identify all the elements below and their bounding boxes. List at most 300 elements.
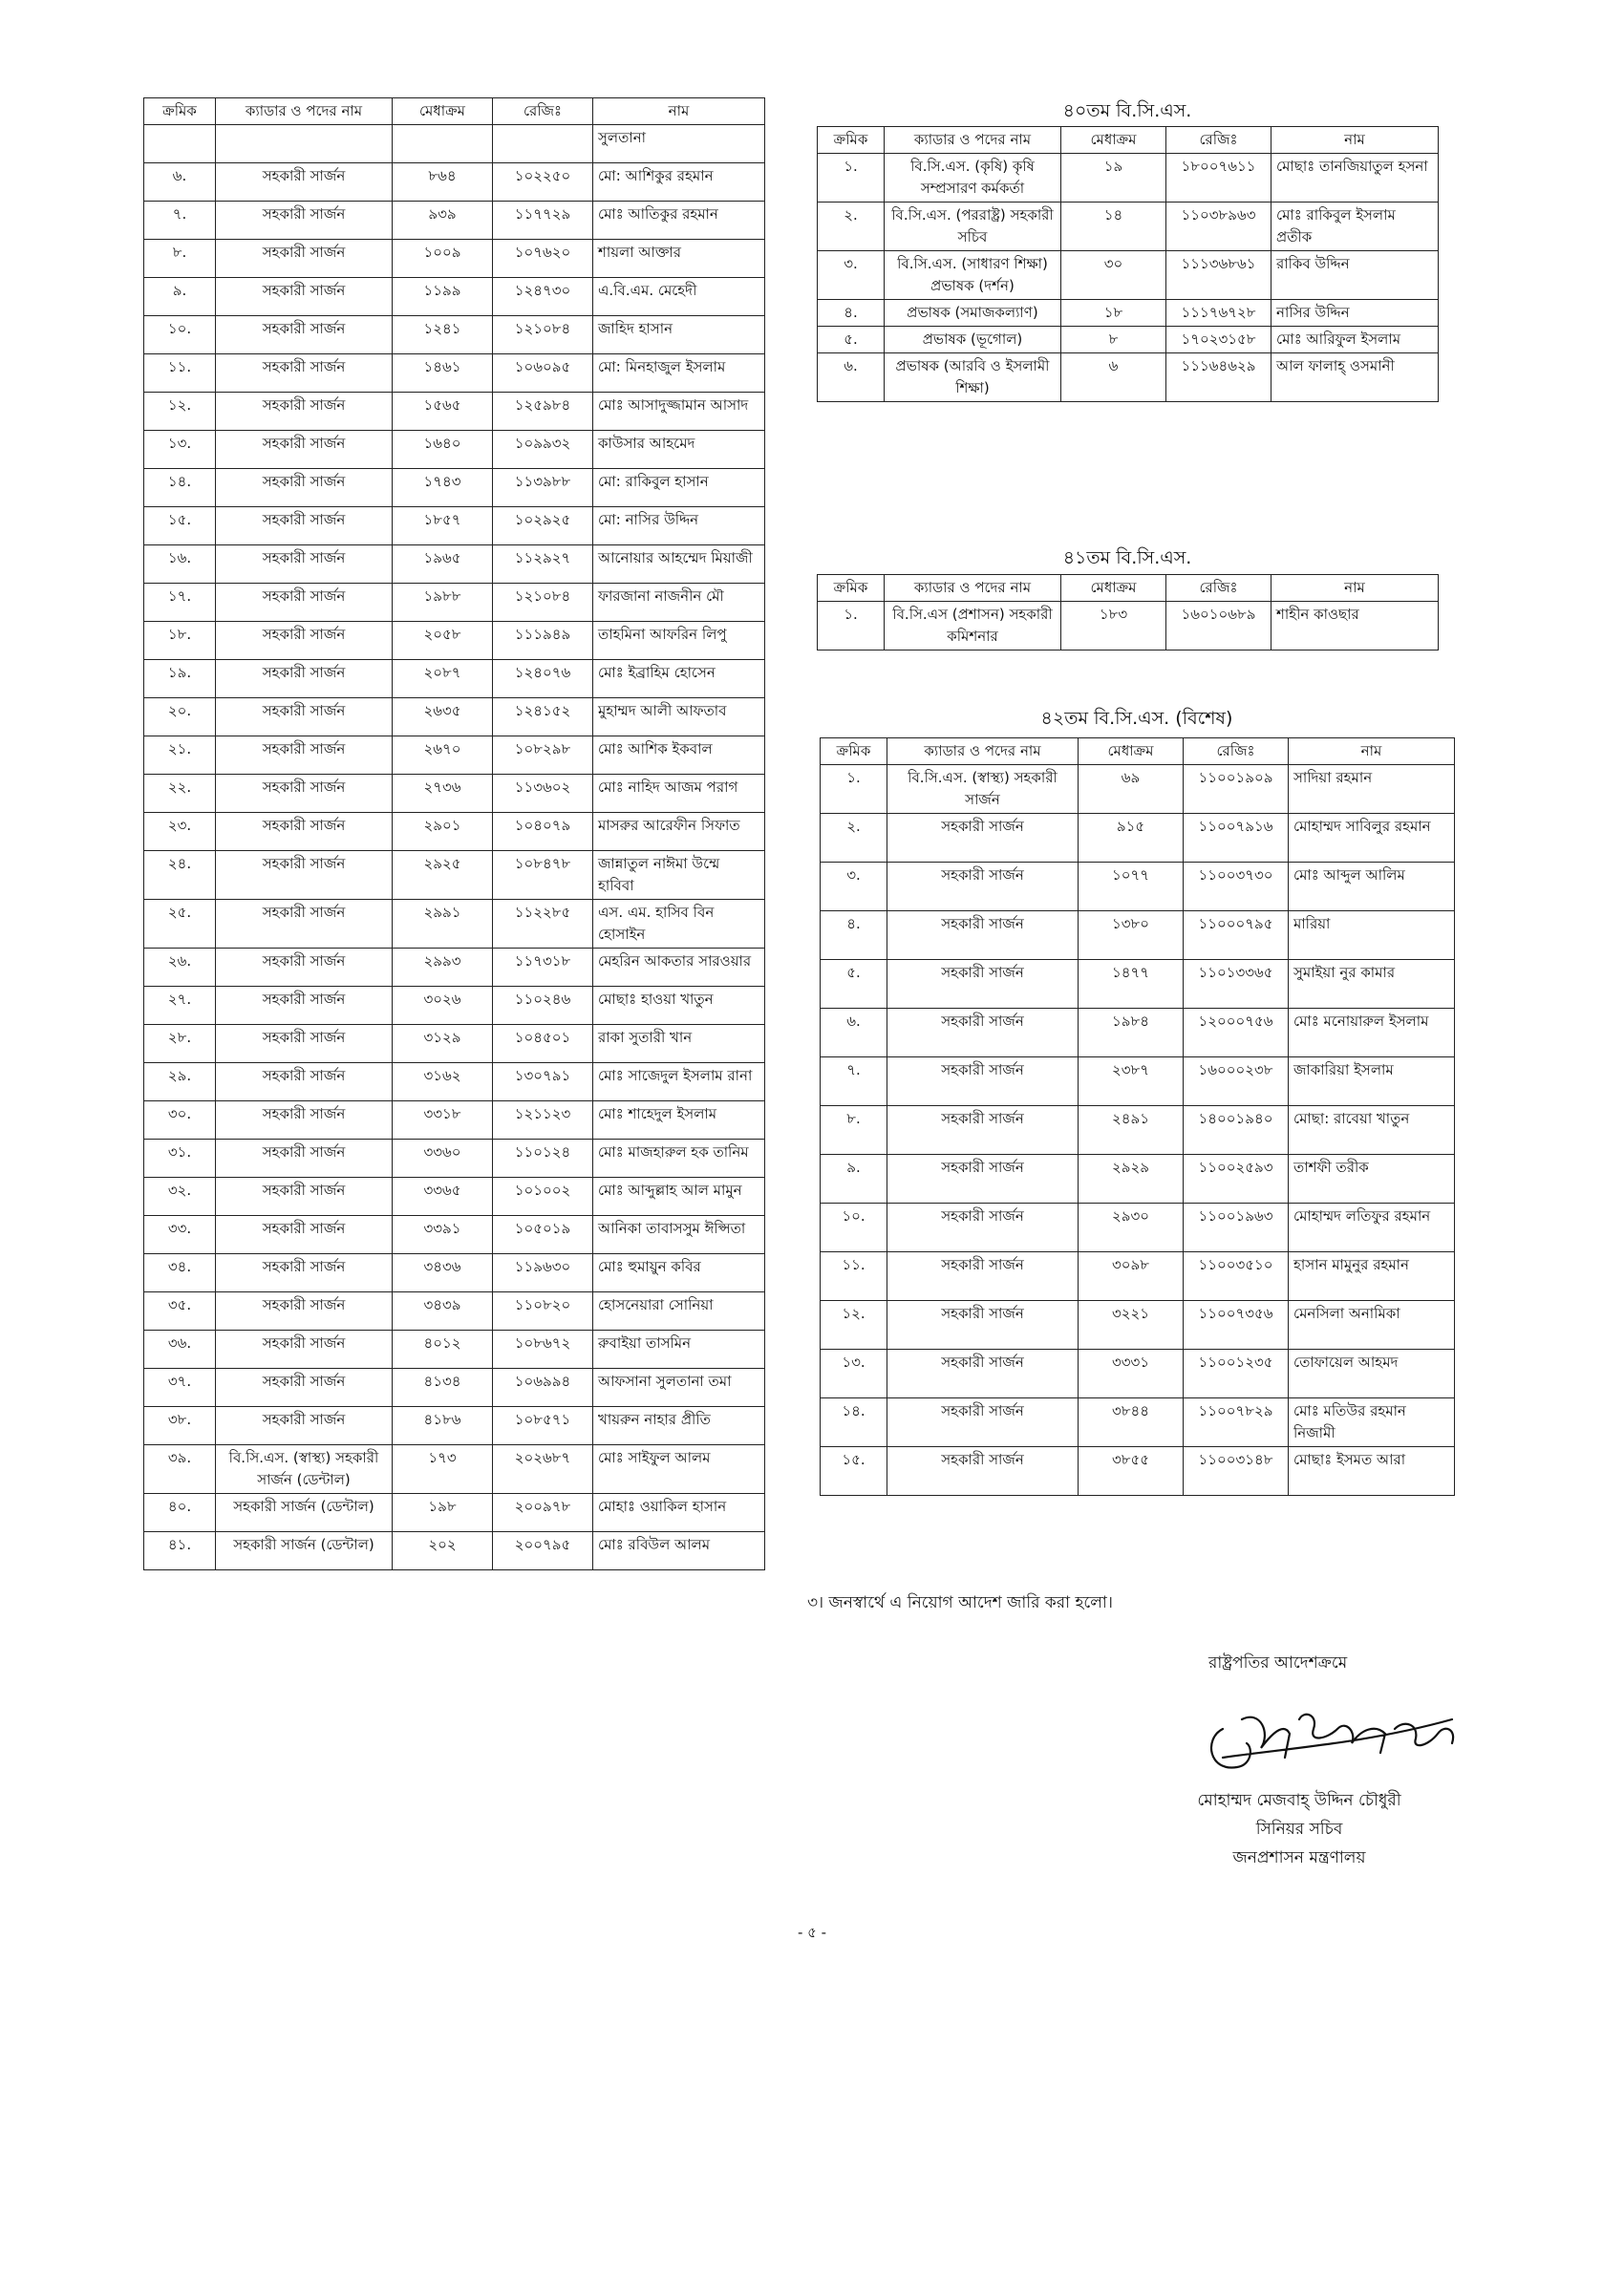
cell-serial: ১০. xyxy=(821,1204,887,1252)
header-cadre-post: ক্যাডার ও পদের নাম xyxy=(887,738,1079,765)
cell-serial: ৩৮. xyxy=(144,1407,216,1445)
cell-serial: ৩১. xyxy=(144,1140,216,1178)
header-serial: ক্রমিক xyxy=(144,98,216,125)
cell-name: রাকিব উদ্দিন xyxy=(1271,251,1439,300)
cell-serial: ১৬. xyxy=(144,545,216,584)
cell-serial: ১৫. xyxy=(144,507,216,545)
cell-name: মোঃ আরিফুল ইসলাম xyxy=(1271,327,1439,353)
cell-name: মোঃ আব্দুল্লাহ আল মামুন xyxy=(593,1178,765,1216)
cell-serial: ২৩. xyxy=(144,813,216,851)
cell-serial: ৪. xyxy=(821,911,887,960)
table-row xyxy=(144,278,765,316)
cell-name: মুহাম্মদ আলী আফতাব xyxy=(593,698,765,736)
cell-merit: ১৯ xyxy=(1061,154,1166,203)
table-row xyxy=(821,814,1455,863)
cell-merit: ১৯৮৮ xyxy=(393,584,493,622)
table-row xyxy=(821,1301,1455,1350)
cell-name: তাহমিনা আফরিন লিপু xyxy=(593,622,765,660)
cell-merit: ৯৩৯ xyxy=(393,202,493,240)
header-name: নাম xyxy=(593,98,765,125)
cell-reg: ১৬০১০৬৮৯ xyxy=(1166,602,1271,650)
cell-name: মোঃ হুমায়ুন কবির xyxy=(593,1254,765,1292)
cell-cadre-post: সহকারী সার্জন xyxy=(887,1447,1079,1496)
cell-serial: ৩৩. xyxy=(144,1216,216,1254)
cell-name: মো: মিনহাজুল ইসলাম xyxy=(593,354,765,393)
cell-name: তোফায়েল আহমদ xyxy=(1289,1350,1455,1398)
cell-serial: ৪১. xyxy=(144,1532,216,1570)
cell-merit: ২৩৮৭ xyxy=(1079,1057,1184,1106)
cell-name: মোছাঃ তানজিয়াতুল হসনা xyxy=(1271,154,1439,203)
cell-name: মোঃ নাহিদ আজম পরাগ xyxy=(593,775,765,813)
cell-name: সুলতানা xyxy=(593,125,765,163)
cell-cadre-post: প্রভাষক (আরবি ও ইসলামী শিক্ষা) xyxy=(885,353,1061,402)
cell-cadre-post: সহকারী সার্জন xyxy=(887,863,1079,911)
cell-serial: ৮. xyxy=(144,240,216,278)
cell-cadre-post: সহকারী সার্জন xyxy=(216,278,393,316)
cell-name: আল ফালাহ্ ওসমানী xyxy=(1271,353,1439,402)
cell-cadre-post: সহকারী সার্জন xyxy=(216,1178,393,1216)
table-row xyxy=(144,1369,765,1407)
table-row xyxy=(144,1025,765,1063)
cell-merit: ৩৮৫৫ xyxy=(1079,1447,1184,1496)
cell-reg: ১১৩৯৮৮ xyxy=(493,469,593,507)
cell-reg xyxy=(493,125,593,163)
cell-name: মোঃ আসাদুজ্জামান আসাদ xyxy=(593,393,765,431)
cell-cadre-post: সহকারী সার্জন xyxy=(887,1057,1079,1106)
cell-cadre-post: সহকারী সার্জন xyxy=(216,507,393,545)
cell-cadre-post: সহকারী সার্জন xyxy=(216,1292,393,1331)
cell-serial: ১. xyxy=(818,602,885,650)
cell-name: মোঃ আতিকুর রহমান xyxy=(593,202,765,240)
cell-cadre-post: সহকারী সার্জন xyxy=(216,202,393,240)
notice-paragraph: ৩। জনস্বার্থে এ নিয়োগ আদেশ জারি করা হলো। xyxy=(807,1593,1113,1612)
cell-serial: ২১. xyxy=(144,736,216,775)
cell-serial: ৪. xyxy=(818,300,885,327)
cell-merit: ৮৬৪ xyxy=(393,163,493,202)
cell-serial: ৯. xyxy=(821,1155,887,1204)
cell-reg: ১৮০০৭৬১১ xyxy=(1166,154,1271,203)
cell-reg: ১০৮২৯৮ xyxy=(493,736,593,775)
header-reg: রেজিঃ xyxy=(493,98,593,125)
cell-name: সাদিয়া রহমান xyxy=(1289,765,1455,814)
table-row xyxy=(144,1292,765,1331)
cell-name: মোঃ রবিউল আলম xyxy=(593,1532,765,1570)
table-row xyxy=(144,1494,765,1532)
table-row xyxy=(821,960,1455,1009)
cell-merit: ৩৩৩১ xyxy=(1079,1350,1184,1398)
cell-reg: ১০৬০৯৫ xyxy=(493,354,593,393)
cell-serial: ৬. xyxy=(818,353,885,402)
cell-cadre-post: সহকারী সার্জন xyxy=(887,1009,1079,1057)
table-header-row xyxy=(821,738,1455,765)
table-row xyxy=(818,203,1439,251)
cell-merit: ১৪৭৭ xyxy=(1079,960,1184,1009)
table-row xyxy=(144,900,765,949)
cell-cadre-post: সহকারী সার্জন xyxy=(216,622,393,660)
table-body xyxy=(818,154,1439,402)
cell-name: মোছা: রাবেয়া খাতুন xyxy=(1289,1106,1455,1155)
cell-name: মোহাঃ ওয়াকিল হাসান xyxy=(593,1494,765,1532)
cell-reg: ১০৮৫৭১ xyxy=(493,1407,593,1445)
cell-reg: ১১০২৪৬ xyxy=(493,987,593,1025)
cell-serial: ১১. xyxy=(144,354,216,393)
cell-name: মো: নাসির উদ্দিন xyxy=(593,507,765,545)
table-row xyxy=(144,1101,765,1140)
section-title-42-bcs: ৪২তম বি.সি.এস. (বিশেষ) xyxy=(1040,708,1233,729)
table-row xyxy=(144,240,765,278)
cell-reg: ১১১৬৪৬২৯ xyxy=(1166,353,1271,402)
cell-serial: ১৩. xyxy=(144,431,216,469)
cell-merit: ১১৯৯ xyxy=(393,278,493,316)
cell-serial: ২৬. xyxy=(144,949,216,987)
cell-merit: ১৬৪০ xyxy=(393,431,493,469)
cell-reg: ১১০৩৮৯৬৩ xyxy=(1166,203,1271,251)
appointment-table-42-bcs xyxy=(820,737,1455,1496)
section-title-41-bcs: ৪১তম বি.সি.এস. xyxy=(1062,547,1192,568)
cell-cadre-post: সহকারী সার্জন xyxy=(216,240,393,278)
cell-name: মোছাঃ হাওয়া খাতুন xyxy=(593,987,765,1025)
cell-serial: ২২. xyxy=(144,775,216,813)
page-number: - ৫ - xyxy=(797,1924,827,1941)
cell-merit: ৩৪৩৯ xyxy=(393,1292,493,1331)
cell-cadre-post: সহকারী সার্জন (ডেন্টাল) xyxy=(216,1532,393,1570)
cell-serial: ১০. xyxy=(144,316,216,354)
handwritten-signature xyxy=(1194,1691,1481,1781)
cell-name: মেনসিলা অনামিকা xyxy=(1289,1301,1455,1350)
table-row xyxy=(144,736,765,775)
cell-cadre-post: সহকারী সার্জন xyxy=(887,1301,1079,1350)
cell-serial: ১২. xyxy=(144,393,216,431)
cell-merit: ৩৩৬৫ xyxy=(393,1178,493,1216)
cell-serial: ১৮. xyxy=(144,622,216,660)
table-row xyxy=(821,1252,1455,1301)
cell-serial: ১৫. xyxy=(821,1447,887,1496)
cell-serial: ৩. xyxy=(821,863,887,911)
cell-serial: ৩৪. xyxy=(144,1254,216,1292)
cell-name: এ.বি.এম. মেহেদী xyxy=(593,278,765,316)
cell-merit: ২৯০১ xyxy=(393,813,493,851)
cell-name: মোঃ আশিক ইকবাল xyxy=(593,736,765,775)
cell-reg: ১২৪৭৩০ xyxy=(493,278,593,316)
cell-name: এস. এম. হাসিব বিন হোসাইন xyxy=(593,900,765,949)
table-row xyxy=(144,507,765,545)
cell-merit: ৬ xyxy=(1061,353,1166,402)
cell-merit: ৪১৩৪ xyxy=(393,1369,493,1407)
cell-name: জাহিদ হাসান xyxy=(593,316,765,354)
cell-name: হাসান মামুনুর রহমান xyxy=(1289,1252,1455,1301)
table-row xyxy=(144,987,765,1025)
header-serial: ক্রমিক xyxy=(818,575,885,602)
cell-merit: ১৭৩ xyxy=(393,1445,493,1494)
cell-cadre-post xyxy=(216,125,393,163)
signatory-name: মোহাম্মদ মেজবাহ্ উদ্দিন চৌধুরী xyxy=(1197,1791,1401,1810)
table-row xyxy=(144,125,765,163)
cell-name: মোছাঃ ইসমত আরা xyxy=(1289,1447,1455,1496)
cell-cadre-post: সহকারী সার্জন xyxy=(216,1101,393,1140)
cell-name: মোঃ সাজেদুল ইসলাম রানা xyxy=(593,1063,765,1101)
cell-reg: ১১০০৭৮২৯ xyxy=(1184,1398,1289,1447)
cell-reg: ১২১০৮৪ xyxy=(493,316,593,354)
cell-merit: ৪১৮৬ xyxy=(393,1407,493,1445)
cell-name: রুবাইয়া তাসমিন xyxy=(593,1331,765,1369)
cell-cadre-post: সহকারী সার্জন xyxy=(887,1350,1079,1398)
cell-name: খায়রুন নাহার প্রীতি xyxy=(593,1407,765,1445)
header-merit: মেধাক্রম xyxy=(1061,575,1166,602)
cell-reg: ১২০০০৭৫৬ xyxy=(1184,1009,1289,1057)
table-header-row xyxy=(818,575,1439,602)
cell-name: মাসরুর আরেফীন সিফাত xyxy=(593,813,765,851)
table-row xyxy=(144,202,765,240)
cell-reg: ২০০৯৭৮ xyxy=(493,1494,593,1532)
cell-serial: ৩৯. xyxy=(144,1445,216,1494)
header-name: নাম xyxy=(1271,575,1439,602)
cell-cadre-post: সহকারী সার্জন xyxy=(216,1063,393,1101)
cell-serial: ২. xyxy=(821,814,887,863)
table-row xyxy=(144,698,765,736)
cell-serial: ১. xyxy=(818,154,885,203)
table-row xyxy=(818,327,1439,353)
table-row xyxy=(821,1398,1455,1447)
cell-reg: ১২৫৯৮৪ xyxy=(493,393,593,431)
cell-merit: ৩১২৯ xyxy=(393,1025,493,1063)
cell-reg: ১০৮৪৭৮ xyxy=(493,851,593,900)
cell-reg: ১০৪৫০১ xyxy=(493,1025,593,1063)
cell-cadre-post: সহকারী সার্জন xyxy=(887,814,1079,863)
table-row xyxy=(821,1057,1455,1106)
cell-serial: ৩. xyxy=(818,251,885,300)
cell-name: মোহাম্মদ সাবিলুর রহমান xyxy=(1289,814,1455,863)
cell-merit: ৩০২৬ xyxy=(393,987,493,1025)
cell-name: মোঃ রাকিবুল ইসলাম প্রতীক xyxy=(1271,203,1439,251)
cell-name: মোঃ ইব্রাহিম হোসেন xyxy=(593,660,765,698)
cell-serial: ২৯. xyxy=(144,1063,216,1101)
table-row xyxy=(144,584,765,622)
cell-reg: ১০৪০৭৯ xyxy=(493,813,593,851)
cell-cadre-post: বি.সি.এস. (স্বাস্থ্য) সহকারী সার্জন (ডেন্টাল) xyxy=(216,1445,393,1494)
appointment-table-40-bcs xyxy=(817,126,1439,402)
cell-reg: ২০২৬৮৭ xyxy=(493,1445,593,1494)
cell-reg: ১১৩৬০২ xyxy=(493,775,593,813)
cell-cadre-post: সহকারী সার্জন xyxy=(216,949,393,987)
table-header-row xyxy=(818,127,1439,154)
cell-cadre-post: সহকারী সার্জন xyxy=(216,316,393,354)
cell-merit: ১৩৮০ xyxy=(1079,911,1184,960)
cell-cadre-post: বি.সি.এস. (পররাষ্ট্র) সহকারী সচিব xyxy=(885,203,1061,251)
cell-cadre-post: সহকারী সার্জন xyxy=(216,1140,393,1178)
table-row xyxy=(144,1445,765,1494)
table-row xyxy=(821,765,1455,814)
cell-merit: ২৬৭০ xyxy=(393,736,493,775)
table-row xyxy=(821,1106,1455,1155)
table-row xyxy=(144,1178,765,1216)
cell-serial: ৩০. xyxy=(144,1101,216,1140)
cell-reg: ১১৯৬৩০ xyxy=(493,1254,593,1292)
header-reg: রেজিঃ xyxy=(1166,127,1271,154)
cell-serial: ৪০. xyxy=(144,1494,216,1532)
cell-serial: ৩৫. xyxy=(144,1292,216,1331)
table-row xyxy=(144,1216,765,1254)
header-merit: মেধাক্রম xyxy=(393,98,493,125)
cell-cadre-post: সহকারী সার্জন xyxy=(216,851,393,900)
table-row xyxy=(821,863,1455,911)
cell-merit: ২৯৯১ xyxy=(393,900,493,949)
table-body xyxy=(818,602,1439,650)
cell-reg: ১১৭৭২৯ xyxy=(493,202,593,240)
cell-cadre-post: সহকারী সার্জন xyxy=(216,469,393,507)
cell-cadre-post: প্রভাষক (ভূগোল) xyxy=(885,327,1061,353)
cell-reg: ১১০০৩১৪৮ xyxy=(1184,1447,1289,1496)
table-body xyxy=(821,765,1455,1496)
cell-cadre-post: সহকারী সার্জন xyxy=(216,698,393,736)
cell-cadre-post: সহকারী সার্জন xyxy=(216,584,393,622)
cell-name: মেহরিন আকতার সারওয়ার xyxy=(593,949,765,987)
cell-name: জাকারিয়া ইসলাম xyxy=(1289,1057,1455,1106)
cell-serial: ২৮. xyxy=(144,1025,216,1063)
cell-serial: ২৫. xyxy=(144,900,216,949)
cell-reg: ১১২৯২৭ xyxy=(493,545,593,584)
cell-cadre-post: সহকারী সার্জন xyxy=(216,431,393,469)
cell-cadre-post: সহকারী সার্জন xyxy=(216,1254,393,1292)
table-row xyxy=(144,1063,765,1101)
table-row xyxy=(144,431,765,469)
cell-serial: ৫. xyxy=(818,327,885,353)
cell-cadre-post: সহকারী সার্জন xyxy=(216,1369,393,1407)
cell-cadre-post: সহকারী সার্জন xyxy=(887,1155,1079,1204)
cell-merit: ৬৯ xyxy=(1079,765,1184,814)
cell-name: নাসির উদ্দিন xyxy=(1271,300,1439,327)
header-reg: রেজিঃ xyxy=(1184,738,1289,765)
cell-serial: ৬. xyxy=(821,1009,887,1057)
cell-merit: ১৮৫৭ xyxy=(393,507,493,545)
cell-cadre-post: বি.সি.এস. (সাধারণ শিক্ষা) প্রভাষক (দর্শন) xyxy=(885,251,1061,300)
cell-merit: ২৯৯৩ xyxy=(393,949,493,987)
header-reg: রেজিঃ xyxy=(1166,575,1271,602)
cell-name: আফসানা সুলতানা তমা xyxy=(593,1369,765,1407)
cell-merit: ৩৮৪৪ xyxy=(1079,1398,1184,1447)
cell-cadre-post: সহকারী সার্জন xyxy=(216,1025,393,1063)
cell-reg: ১২৪১৫২ xyxy=(493,698,593,736)
header-cadre-post: ক্যাডার ও পদের নাম xyxy=(885,127,1061,154)
cell-cadre-post: সহকারী সার্জন xyxy=(216,1331,393,1369)
cell-reg: ১০২২৫০ xyxy=(493,163,593,202)
cell-merit: ২০৮৭ xyxy=(393,660,493,698)
cell-reg: ১৩০৭৯১ xyxy=(493,1063,593,1101)
cell-merit: ৯১৫ xyxy=(1079,814,1184,863)
cell-serial: ৬. xyxy=(144,163,216,202)
cell-merit: ৩০৯৮ xyxy=(1079,1252,1184,1301)
cell-name: কাউসার আহমেদ xyxy=(593,431,765,469)
table-row xyxy=(144,316,765,354)
table-row xyxy=(144,660,765,698)
table-row xyxy=(818,353,1439,402)
cell-merit: ৩৩৯১ xyxy=(393,1216,493,1254)
table-row xyxy=(144,1331,765,1369)
cell-merit: ১৭৪৩ xyxy=(393,469,493,507)
cell-name: শায়লা আক্তার xyxy=(593,240,765,278)
table-header-row xyxy=(144,98,765,125)
cell-merit: ২৯৩০ xyxy=(1079,1204,1184,1252)
table-row xyxy=(821,1204,1455,1252)
cell-reg: ১১০০১৯০৯ xyxy=(1184,765,1289,814)
cell-serial: ২৪. xyxy=(144,851,216,900)
cell-reg: ১১২২৮৫ xyxy=(493,900,593,949)
cell-reg: ১১১৩৬৮৬১ xyxy=(1166,251,1271,300)
cell-cadre-post: সহকারী সার্জন xyxy=(216,987,393,1025)
cell-serial xyxy=(144,125,216,163)
cell-reg: ১১০০১৯৬৩ xyxy=(1184,1204,1289,1252)
cell-reg: ১১১৭৬৭২৮ xyxy=(1166,300,1271,327)
header-cadre-post: ক্যাডার ও পদের নাম xyxy=(885,575,1061,602)
table-row xyxy=(144,949,765,987)
cell-reg: ১১০০০৭৯৫ xyxy=(1184,911,1289,960)
cell-merit: ১০০৯ xyxy=(393,240,493,278)
cell-name: রাকা সুতারী খান xyxy=(593,1025,765,1063)
cell-merit: ২৯২৯ xyxy=(1079,1155,1184,1204)
cell-reg: ১০২৯২৫ xyxy=(493,507,593,545)
table-row xyxy=(144,1254,765,1292)
cell-serial: ১৩. xyxy=(821,1350,887,1398)
cell-cadre-post: সহকারী সার্জন xyxy=(887,1398,1079,1447)
header-merit: মেধাক্রম xyxy=(1061,127,1166,154)
cell-serial: ৭. xyxy=(144,202,216,240)
table-row xyxy=(818,602,1439,650)
cell-merit: ১৪ xyxy=(1061,203,1166,251)
cell-cadre-post: সহকারী সার্জন xyxy=(216,1407,393,1445)
header-merit: মেধাক্রম xyxy=(1079,738,1184,765)
header-serial: ক্রমিক xyxy=(818,127,885,154)
cell-cadre-post: সহকারী সার্জন xyxy=(216,736,393,775)
header-serial: ক্রমিক xyxy=(821,738,887,765)
cell-serial: ৩২. xyxy=(144,1178,216,1216)
appointment-table-41-bcs xyxy=(817,574,1439,650)
header-name: নাম xyxy=(1289,738,1455,765)
cell-name: মোহাম্মদ লতিফুর রহমান xyxy=(1289,1204,1455,1252)
cell-cadre-post: সহকারী সার্জন xyxy=(887,1106,1079,1155)
table-row xyxy=(821,1350,1455,1398)
cell-merit: ১৯৮ xyxy=(393,1494,493,1532)
cell-name: আনিকা তাবাসসুম ঈপ্সিতা xyxy=(593,1216,765,1254)
table-row xyxy=(144,1140,765,1178)
table-row xyxy=(144,851,765,900)
cell-merit: ২০২ xyxy=(393,1532,493,1570)
cell-merit: ২৯২৫ xyxy=(393,851,493,900)
table-row xyxy=(821,1009,1455,1057)
cell-cadre-post: সহকারী সার্জন xyxy=(216,775,393,813)
cell-name: তাশফী তরীক xyxy=(1289,1155,1455,1204)
cell-serial: ১২. xyxy=(821,1301,887,1350)
cell-merit: ৩০ xyxy=(1061,251,1166,300)
cell-reg: ১৪০০১৯৪০ xyxy=(1184,1106,1289,1155)
cell-merit: ১০৭৭ xyxy=(1079,863,1184,911)
cell-name: মোঃ মাজহারুল হক তানিম xyxy=(593,1140,765,1178)
table-row xyxy=(821,1447,1455,1496)
cell-name: মো: রাকিবুল হাসান xyxy=(593,469,765,507)
cell-name: মোঃ মনোয়ারুল ইসলাম xyxy=(1289,1009,1455,1057)
order-by-president: রাষ্ট্রপতির আদেশক্রমে xyxy=(1208,1653,1348,1673)
cell-reg: ১১০৮২০ xyxy=(493,1292,593,1331)
cell-merit: ১৮ xyxy=(1061,300,1166,327)
cell-merit: ২৭৩৬ xyxy=(393,775,493,813)
cell-serial: ৯. xyxy=(144,278,216,316)
cell-reg: ১১০১২৪ xyxy=(493,1140,593,1178)
cell-name: ফারজানা নাজনীন মৌ xyxy=(593,584,765,622)
cell-reg: ১১০০৭৯১৬ xyxy=(1184,814,1289,863)
cell-name: মারিয়া xyxy=(1289,911,1455,960)
cell-reg: ১২৪০৭৬ xyxy=(493,660,593,698)
cell-merit: ১৫৬৫ xyxy=(393,393,493,431)
cell-serial: ৩৬. xyxy=(144,1331,216,1369)
table-row xyxy=(144,163,765,202)
